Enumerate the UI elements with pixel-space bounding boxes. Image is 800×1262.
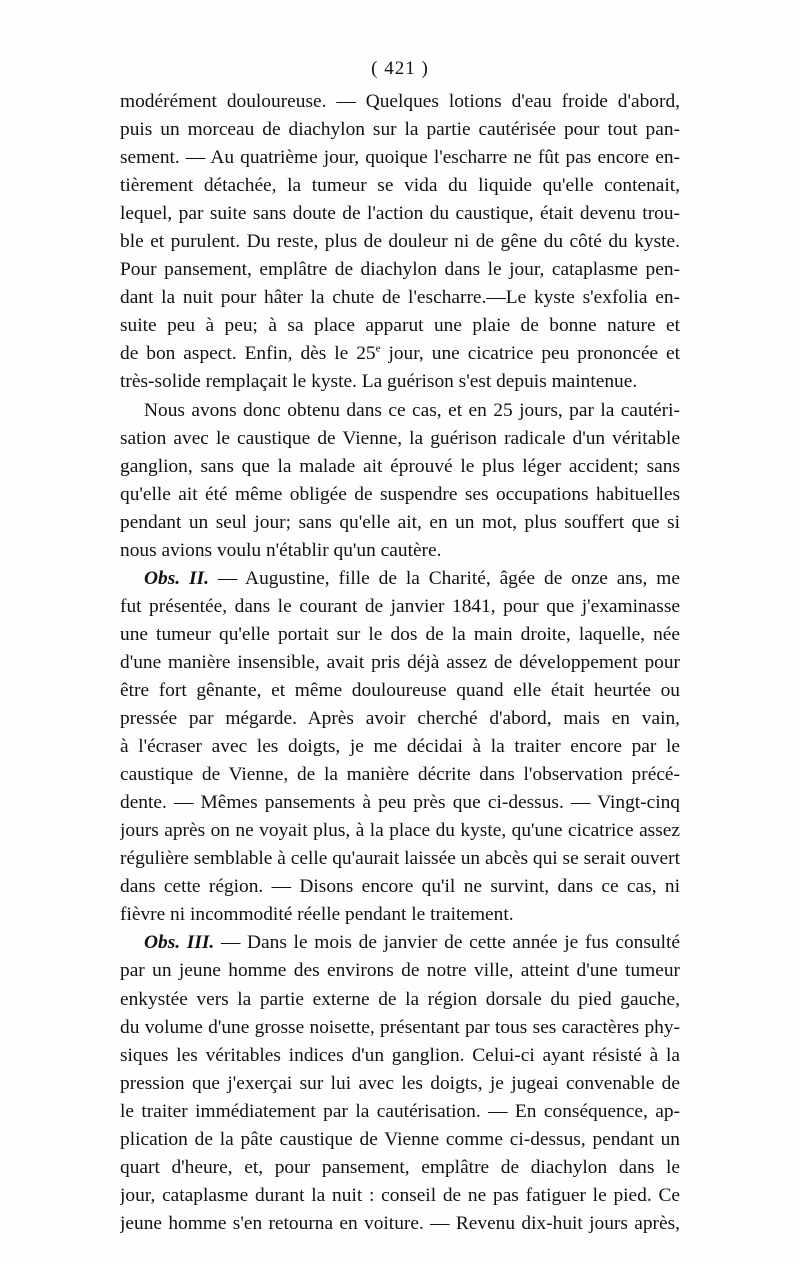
text-line: très-solide remplaçait le kyste. La guérison s'est depuis maintenue. [120, 371, 638, 393]
text-line: fièvre ni incommodité réelle pendant le traitement. [120, 904, 514, 926]
text-line [120, 565, 680, 593]
text-line: tièrement détachée, la tumeur se vida du liquide qu'elle contenait, [120, 175, 680, 197]
text-line: puis un morceau de diachylon sur la partie cautérisée pour tout pan- [120, 119, 680, 141]
text-line: dente. — Mêmes pansements à peu près que ci-dessus. — Vingt-cinq [120, 792, 680, 814]
text-line: ganglion, sans que la malade ait éprouvé le plus léger accident; sans [120, 455, 680, 477]
text-line: modérément douloureuse. — Quelques lotions d'eau froide d'abord, [120, 91, 680, 112]
text-line: jours après on ne voyait plus, à la place du kyste, qu'une cicatrice assez [120, 820, 680, 842]
text-line: être fort gênante, et même douloureuse quand elle était heurtée ou [120, 679, 680, 701]
observation-label: Obs. II. [144, 567, 209, 589]
text-line: le traiter immédiatement par la cautérisation. — En conséquence, ap- [120, 1100, 680, 1122]
text-line: ble et purulent. Du reste, plus de douleur ni de gêne du côté du kyste. [120, 231, 680, 253]
text-line: nous avions voulu n'établir qu'un cautère. [120, 539, 442, 561]
text-line: de bon aspect. Enfin, dès le 25e jour, une cicatrice peu prononcée et [120, 342, 680, 365]
observation-3 [120, 929, 680, 1238]
text-line: siques les véritables indices d'un ganglion. Celui-ci ayant résisté à la [120, 1044, 680, 1066]
text-line: d'une manière insensible, avait pris déjà assez de développement pour [120, 651, 680, 673]
text-line-content: — Augustine, fille de la Charité, âgée de onze ans, me [208, 567, 680, 589]
text-line: sation avec le caustique de Vienne, la guérison radicale d'un véritable [120, 427, 680, 449]
text-line: pression que j'exerçai sur lui avec les doigts, je jugeai convenable de [120, 1072, 680, 1094]
text-line: qu'elle ait été même obligée de suspendre ses occupations habituelles [120, 483, 680, 505]
text-line: pendant un seul jour; sans qu'elle ait, en un mot, plus souffert que si [120, 511, 680, 533]
text-line: du volume d'une grosse noisette, présentant par tous ses caractères phy- [120, 1016, 680, 1038]
text-line: suite peu à peu; à sa place apparut une plaie de bonne nature et [120, 315, 680, 337]
text-line: pressée par mégarde. Après avoir cherché d'abord, mais en vain, [120, 708, 680, 730]
text-line: plication de la pâte caustique de Vienne comme ci-dessus, pendant un [120, 1128, 680, 1150]
text-line: jeune homme s'en retourna en voiture. — Revenu dix-huit jours après, [120, 1212, 680, 1234]
paragraph-1 [120, 88, 680, 397]
paragraph-2 [120, 397, 680, 565]
body-text [120, 88, 680, 1238]
text-line: jour, cataplasme durant la nuit : conseil de ne pas fatiguer le pied. Ce [120, 1184, 680, 1206]
text-line: Pour pansement, emplâtre de diachylon dans le jour, cataplasme pen- [120, 259, 680, 281]
text-line: fut présentée, dans le courant de janvier 1841, pour que j'examinasse [120, 595, 680, 617]
text-line: par un jeune homme des environs de notre ville, atteint d'une tumeur [120, 960, 680, 982]
text-line: à l'écraser avec les doigts, je me décidai à la traiter encore par le [120, 736, 680, 758]
observation-2 [120, 565, 680, 930]
text-line: caustique de Vienne, de la manière décrite dans l'observation précé- [120, 764, 680, 786]
text-line: dans cette région. — Disons encore qu'il ne survint, dans ce cas, ni [120, 876, 680, 898]
text-line: dant la nuit pour hâter la chute de l'escharre.—Le kyste s'exfolia en- [120, 287, 680, 309]
text-line: Nous avons donc obtenu dans ce cas, et en 25 jours, par la cautéri- [144, 399, 680, 421]
text-line: une tumeur qu'elle portait sur le dos de la main droite, laquelle, née [120, 623, 680, 645]
text-line: régulière semblable à celle qu'aurait laissée un abcès qui se serait ouvert [120, 848, 680, 870]
text-line: quart d'heure, et, pour pansement, emplâtre de diachylon dans le [120, 1156, 680, 1178]
text-line: sement. — Au quatrième jour, quoique l'escharre ne fût pas encore en- [120, 147, 680, 169]
page-number: ( 421 ) [371, 58, 429, 79]
text-line-content: — Dans le mois de janvier de cette année je fus consulté [214, 932, 680, 954]
text-line [120, 929, 680, 957]
text-line: enkystée vers la partie externe de la région dorsale du pied gauche, [120, 988, 680, 1010]
text-line: lequel, par suite sans doute de l'action du caustique, était devenu trou- [120, 203, 680, 225]
ordinal-suffix: e [375, 342, 381, 355]
observation-label: Obs. III. [144, 932, 215, 954]
